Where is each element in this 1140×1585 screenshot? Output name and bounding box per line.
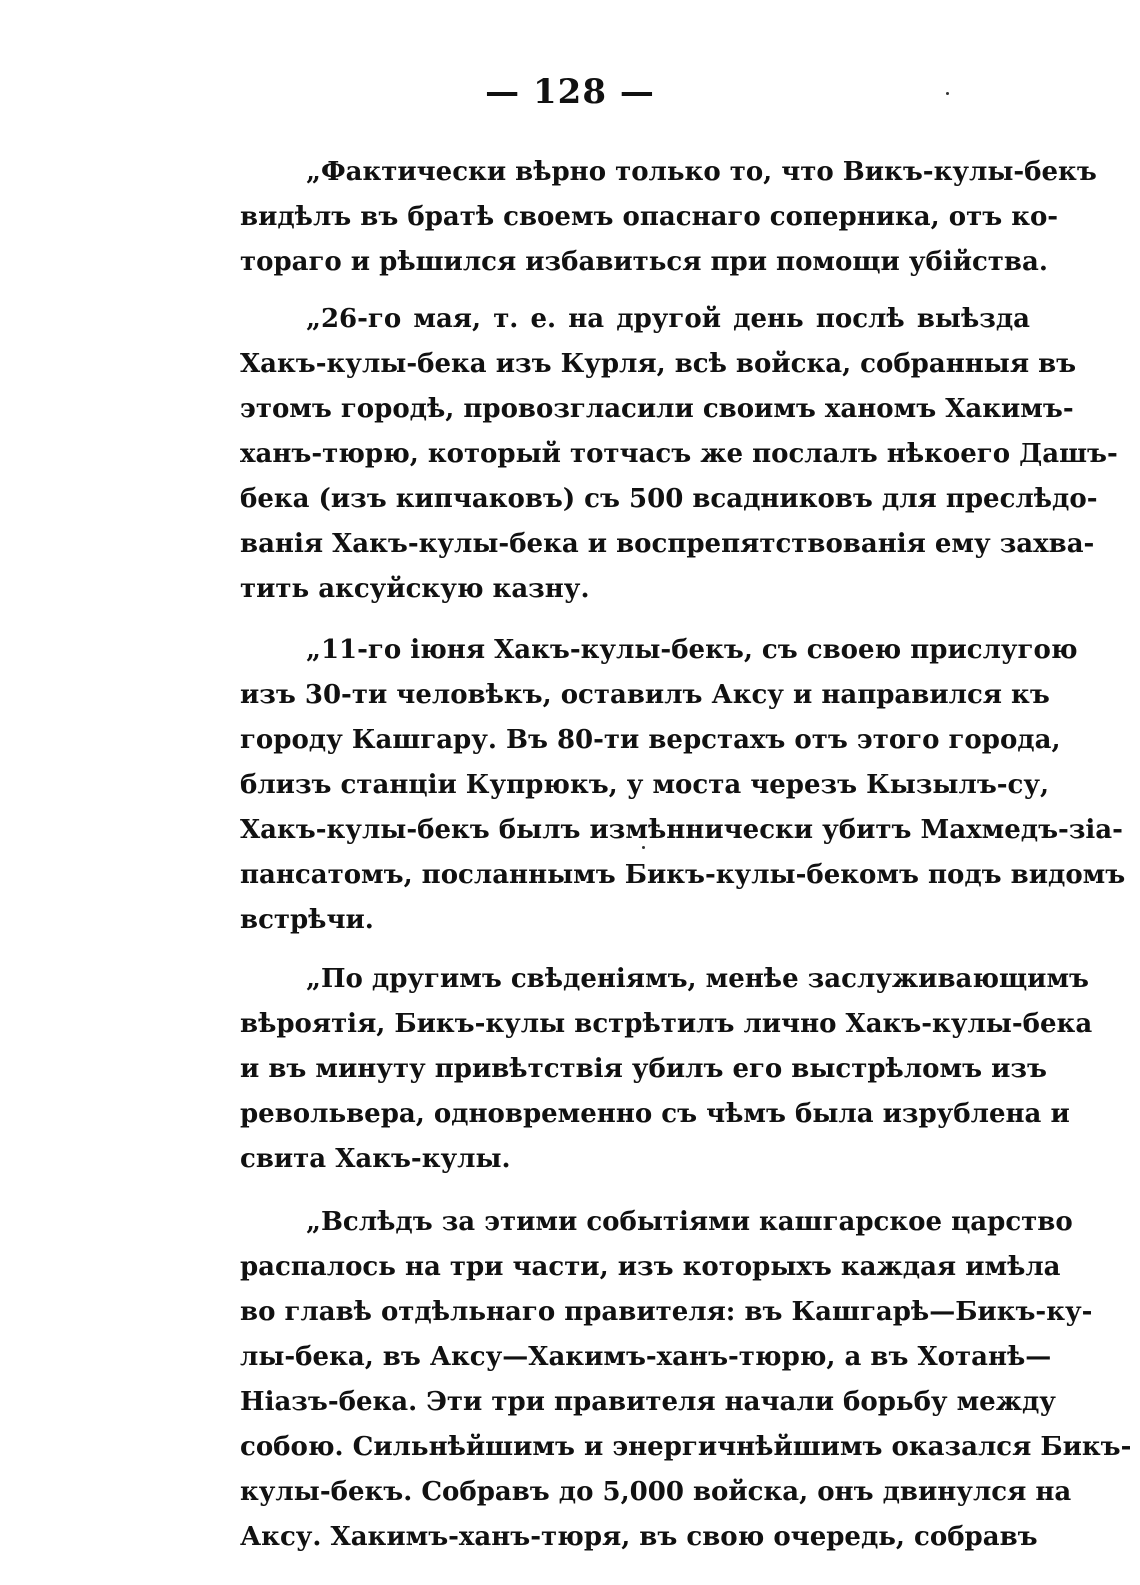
text-line: револьвера, одновременно съ чѣмъ была изрублена и: [240, 1099, 1070, 1129]
text-line: городу Кашгару. Въ 80-ти верстахъ отъ этого города,: [240, 725, 1061, 755]
text-line: близъ станціи Купрюкъ, у моста черезъ Кызылъ-су,: [240, 770, 1050, 800]
text-line: тораго и рѣшился избавиться при помощи убійства.: [240, 247, 1048, 277]
paragraph: [240, 628, 1126, 943]
text-line: „Фактически вѣрно только то, что Викъ-кулы-бекъ: [306, 157, 1097, 187]
print-speck: [946, 92, 949, 95]
text-line: тить аксуйскую казну.: [240, 574, 590, 604]
page-number: — 128 —: [485, 72, 655, 112]
text-line: Ніазъ-бека. Эти три правителя начали борьбу между: [240, 1387, 1056, 1417]
text-line: „11-го іюня Хакъ-кулы-бекъ, съ своею прислугою: [306, 635, 1078, 665]
print-speck: [642, 846, 645, 849]
paragraph: [240, 957, 1093, 1182]
text-line: лы-бека, въ Аксу—Хакимъ-ханъ-тюрю, а въ Хотанѣ—: [240, 1342, 1052, 1372]
body-text: [240, 150, 1132, 1560]
text-line: бека (изъ кипчаковъ) съ 500 всадниковъ для преслѣдо-: [240, 484, 1098, 514]
paragraph: [240, 150, 1097, 285]
text-line: и въ минуту привѣтствія убилъ его выстрѣломъ изъ: [240, 1054, 1047, 1084]
text-line: этомъ городѣ, провозгласили своимъ ханомъ Хакимъ-: [240, 394, 1074, 424]
text-line: „Вслѣдъ за этими событіями кашгарское царство: [306, 1207, 1073, 1237]
text-line: „26-го мая, т. е. на другой день послѣ выѣзда: [306, 304, 1030, 334]
text-line: Хакъ-кулы-бека изъ Курля, всѣ войска, собранныя въ: [240, 349, 1077, 379]
text-line: во главѣ отдѣльнаго правителя: въ Кашгарѣ—Бикъ-ку-: [240, 1297, 1093, 1327]
text-line: ванія Хакъ-кулы-бека и воспрепятствованія ему захва-: [240, 529, 1095, 559]
text-line: собою. Сильнѣйшимъ и энергичнѣйшимъ оказался Бикъ-: [240, 1432, 1132, 1462]
text-line: ханъ-тюрю, который тотчасъ же послалъ нѣкоего Дашъ-: [240, 439, 1118, 469]
text-line: видѣлъ въ братѣ своемъ опаснаго соперника, отъ ко-: [240, 202, 1059, 232]
text-line: Аксу. Хакимъ-ханъ-тюря, въ свою очередь, собравъ: [240, 1522, 1038, 1552]
text-line: вѣроятія, Бикъ-кулы встрѣтилъ лично Хакъ-кулы-бека: [240, 1009, 1093, 1039]
text-line: „По другимъ свѣденіямъ, менѣе заслуживающимъ: [306, 964, 1089, 994]
text-line: встрѣчи.: [240, 905, 374, 935]
paragraph: [240, 297, 1118, 612]
text-line: Хакъ-кулы-бекъ былъ измѣннически убитъ Махмедъ-зіа-: [240, 815, 1123, 845]
text-line: кулы-бекъ. Собравъ до 5,000 войска, онъ двинулся на: [240, 1477, 1072, 1507]
text-line: пансатомъ, посланнымъ Бикъ-кулы-бекомъ подъ видомъ: [240, 860, 1126, 890]
text-line: распалось на три части, изъ которыхъ каждая имѣла: [240, 1252, 1061, 1282]
paragraph: [240, 1200, 1132, 1560]
text-line: изъ 30-ти человѣкъ, оставилъ Аксу и направился къ: [240, 680, 1050, 710]
text-line: свита Хакъ-кулы.: [240, 1144, 511, 1174]
